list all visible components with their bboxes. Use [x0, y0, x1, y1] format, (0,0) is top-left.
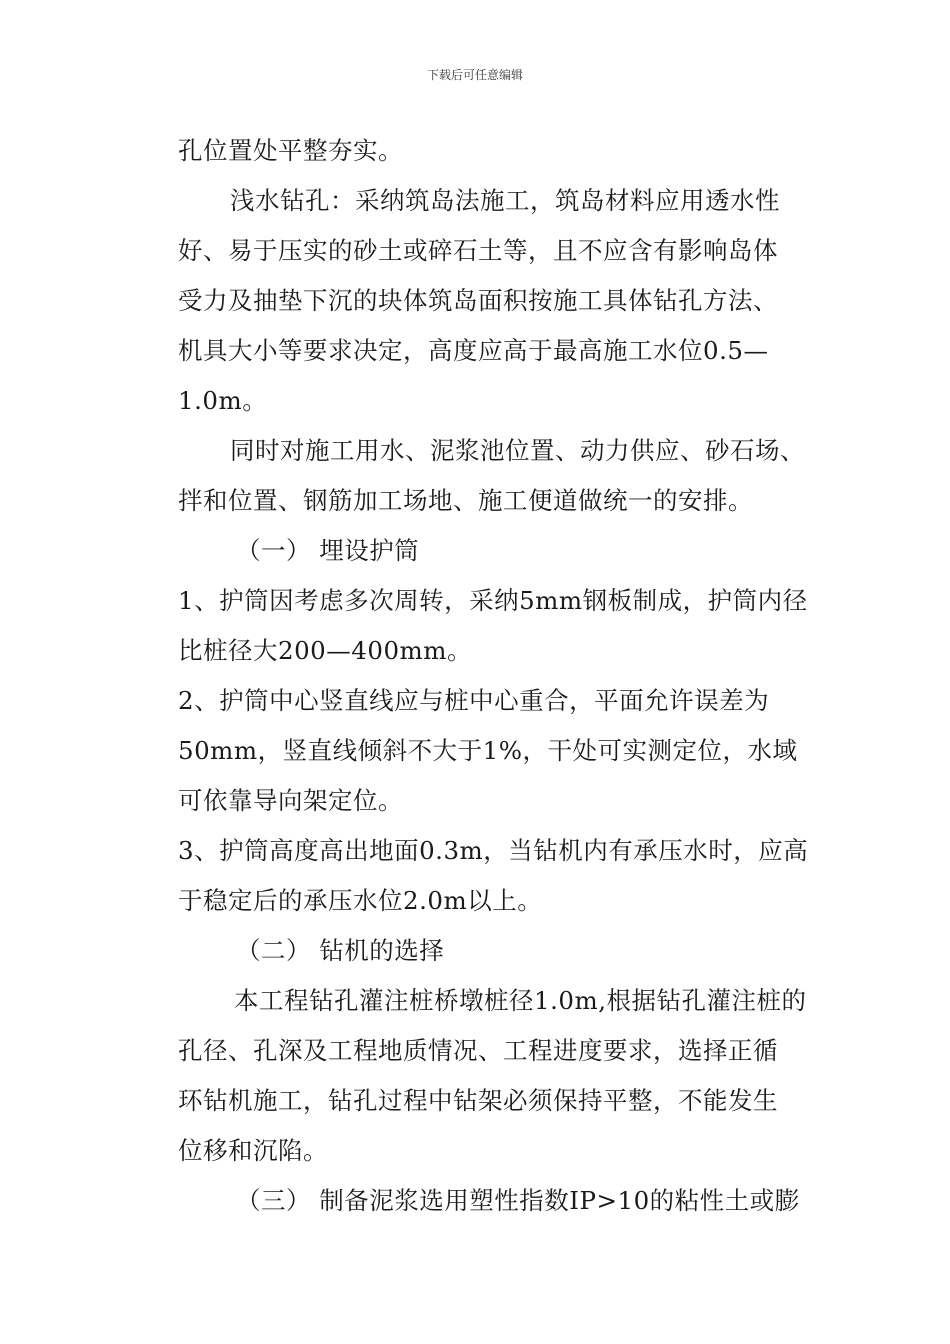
- list-item: 2、护筒中心竖直线应与桩中心重合，平面允许误差为: [178, 686, 770, 715]
- list-item: 1、护筒因考虑多次周转，采纳5mm钢板制成，护筒内径: [178, 586, 808, 615]
- text-line: 孔径、孔深及工程地质情况、工程进度要求，选择正循: [178, 1036, 778, 1065]
- text-line: 位移和沉陷。: [178, 1136, 328, 1165]
- text-line: 50mm，竖直线倾斜不大于1%，干处可实测定位，水域: [178, 736, 798, 765]
- paragraph-start: 本工程钻孔灌注桩桥墩桩径1.0m,根据钻孔灌注桩的: [234, 986, 807, 1015]
- section-heading: （一） 埋设护筒: [236, 536, 420, 565]
- text-line: 比桩径大200—400mm。: [178, 636, 472, 665]
- page-header: 下载后可任意编辑: [426, 68, 523, 82]
- list-item: 3、护筒高度高出地面0.3m，当钻机内有承压水时，应高: [178, 836, 809, 865]
- section-heading: （二） 钻机的选择: [236, 936, 445, 965]
- text-line: 可依靠导向架定位。: [178, 786, 403, 815]
- document-body: [178, 126, 818, 1226]
- text-line: 1.0m。: [178, 386, 268, 415]
- paragraph-start: 浅水钻孔：采纳筑岛法施工，筑岛材料应用透水性: [230, 186, 780, 215]
- paragraph-start: 同时对施工用水、泥浆池位置、动力供应、砂石场、: [230, 436, 805, 465]
- text-line: 于稳定后的承压水位2.0m以上。: [178, 886, 543, 915]
- text-line: 受力及抽垫下沉的块体筑岛面积按施工具体钻孔方法、: [178, 286, 778, 315]
- text-line: 环钻机施工，钻孔过程中钻架必须保持平整，不能发生: [178, 1086, 778, 1115]
- text-line: 拌和位置、钢筋加工场地、施工便道做统一的安排。: [178, 486, 753, 515]
- text-line: 好、易于压实的砂土或碎石土等，且不应含有影响岛体: [178, 236, 778, 265]
- text-line: 机具大小等要求决定，高度应高于最高施工水位0.5—: [178, 336, 769, 365]
- text-line: 孔位置处平整夯实。: [178, 136, 403, 165]
- section-heading: （三） 制备泥浆选用塑性指数IP>10的粘性土或膨: [236, 1186, 800, 1215]
